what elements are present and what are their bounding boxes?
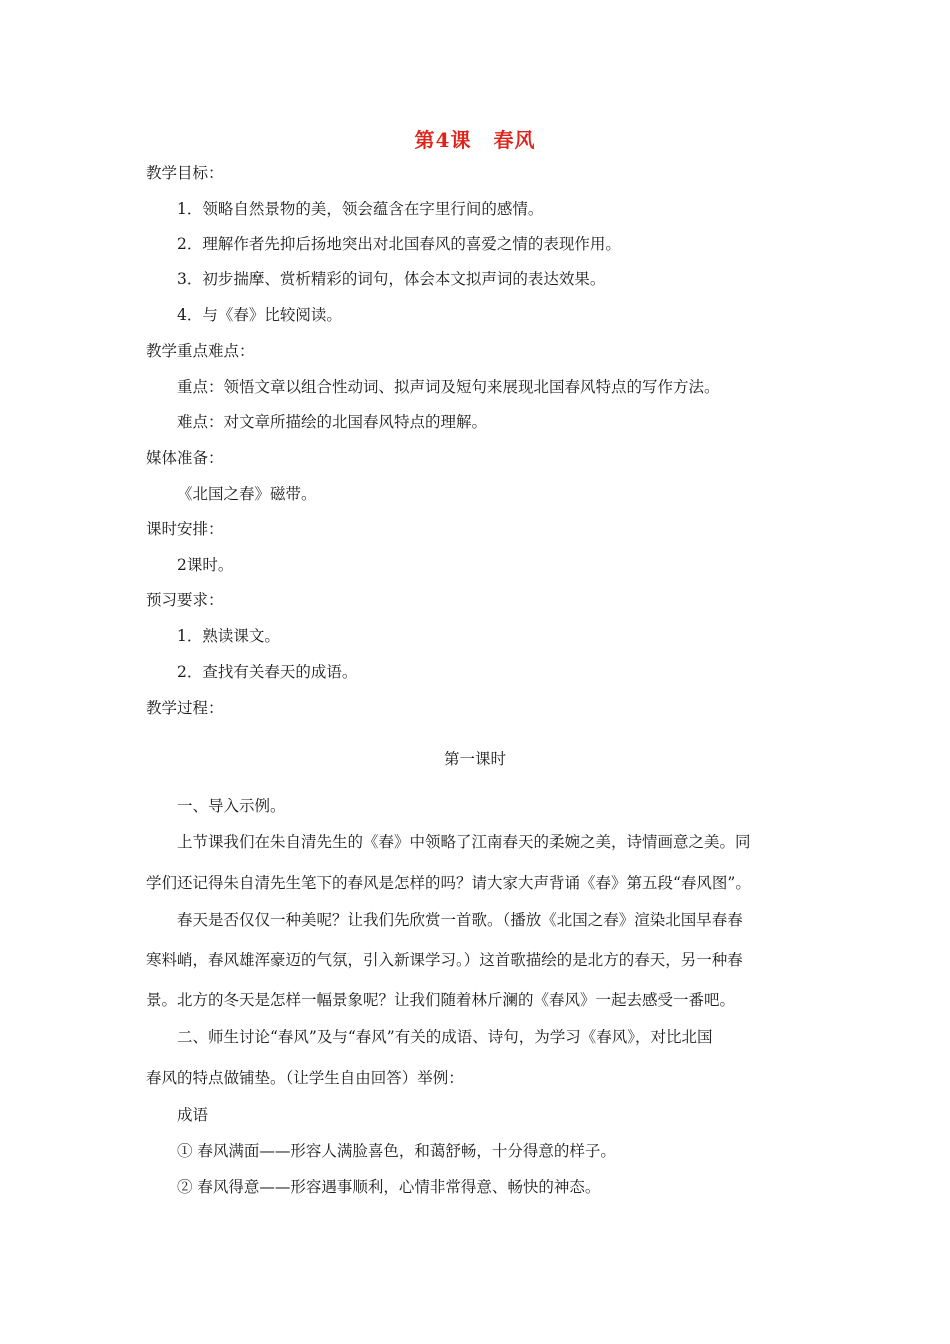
heading-schedule: 课时安排： (146, 520, 224, 538)
heading-media: 媒体准备： (146, 449, 224, 467)
lesson-title (0, 124, 950, 153)
preview-item: 2．查找有关春天的成语。 (177, 663, 358, 681)
goal-item: 4．与《春》比较阅读。 (177, 306, 342, 324)
idiom-item: ① 春风满面——形容人满脸喜色，和蔼舒畅，十分得意的样子。 (177, 1142, 616, 1160)
paragraph-line: 景。北方的冬天是怎样一幅景象呢？让我们随着林斤澜的《春风》一起去感受一番吧。 (146, 991, 736, 1009)
step-two-line: 春风的特点做铺垫。（让学生自由回答）举例： (146, 1069, 464, 1087)
paragraph-line: 寒料峭，春风雄浑豪迈的气氛，引入新课学习。）这首歌描绘的是北方的春天，另一种春 (146, 951, 743, 969)
step-two-line: 二、师生讨论“春风”及与“春风”有关的成语、诗句，为学习《春风》，对比北国 (177, 1028, 713, 1046)
idiom-heading: 成语 (177, 1106, 209, 1124)
key-point-text: 重点：领悟文章以组合性动词、拟声词及短句来展现北国春风特点的写作方法。 (177, 378, 720, 396)
difficult-point-text: 难点：对文章所描绘的北国春风特点的理解。 (177, 413, 488, 431)
paragraph-line: 春天是否仅仅一种美呢？让我们先欣赏一首歌。（播放《北国之春》渲染北国早春春 (177, 911, 743, 929)
goal-item: 3．初步揣摩、赏析精彩的词句，体会本文拟声词的表达效果。 (177, 270, 606, 288)
lesson-number: 第4课 (414, 128, 472, 152)
idiom-item: ② 春风得意——形容遇事顺利，心情非常得意、畅快的神态。 (177, 1178, 601, 1196)
lesson-name: 春风 (493, 128, 536, 152)
goal-item: 1．领略自然景物的美，领会蕴含在字里行间的感情。 (177, 200, 544, 218)
paragraph-line: 上节课我们在朱自清先生的《春》中领略了江南春天的柔婉之美，诗情画意之美。同 (177, 833, 751, 851)
heading-teaching-goals: 教学目标： (146, 164, 224, 182)
period-title: 第一课时 (443, 750, 506, 768)
media-text: 《北国之春》磁带。 (177, 485, 317, 503)
goal-item: 2．理解作者先抑后扬地突出对北国春风的喜爱之情的表现作用。 (177, 235, 621, 253)
paragraph-line: 学们还记得朱自清先生笔下的春风是怎样的吗？请大家大声背诵《春》第五段“春风图”。 (146, 874, 751, 892)
step-one-title: 一、导入示例。 (177, 797, 286, 815)
heading-preview: 预习要求： (146, 591, 224, 609)
schedule-text: 2课时。 (177, 556, 234, 574)
heading-key-points: 教学重点难点： (146, 342, 255, 360)
heading-process: 教学过程： (146, 699, 224, 717)
preview-item: 1．熟读课文。 (177, 627, 280, 645)
